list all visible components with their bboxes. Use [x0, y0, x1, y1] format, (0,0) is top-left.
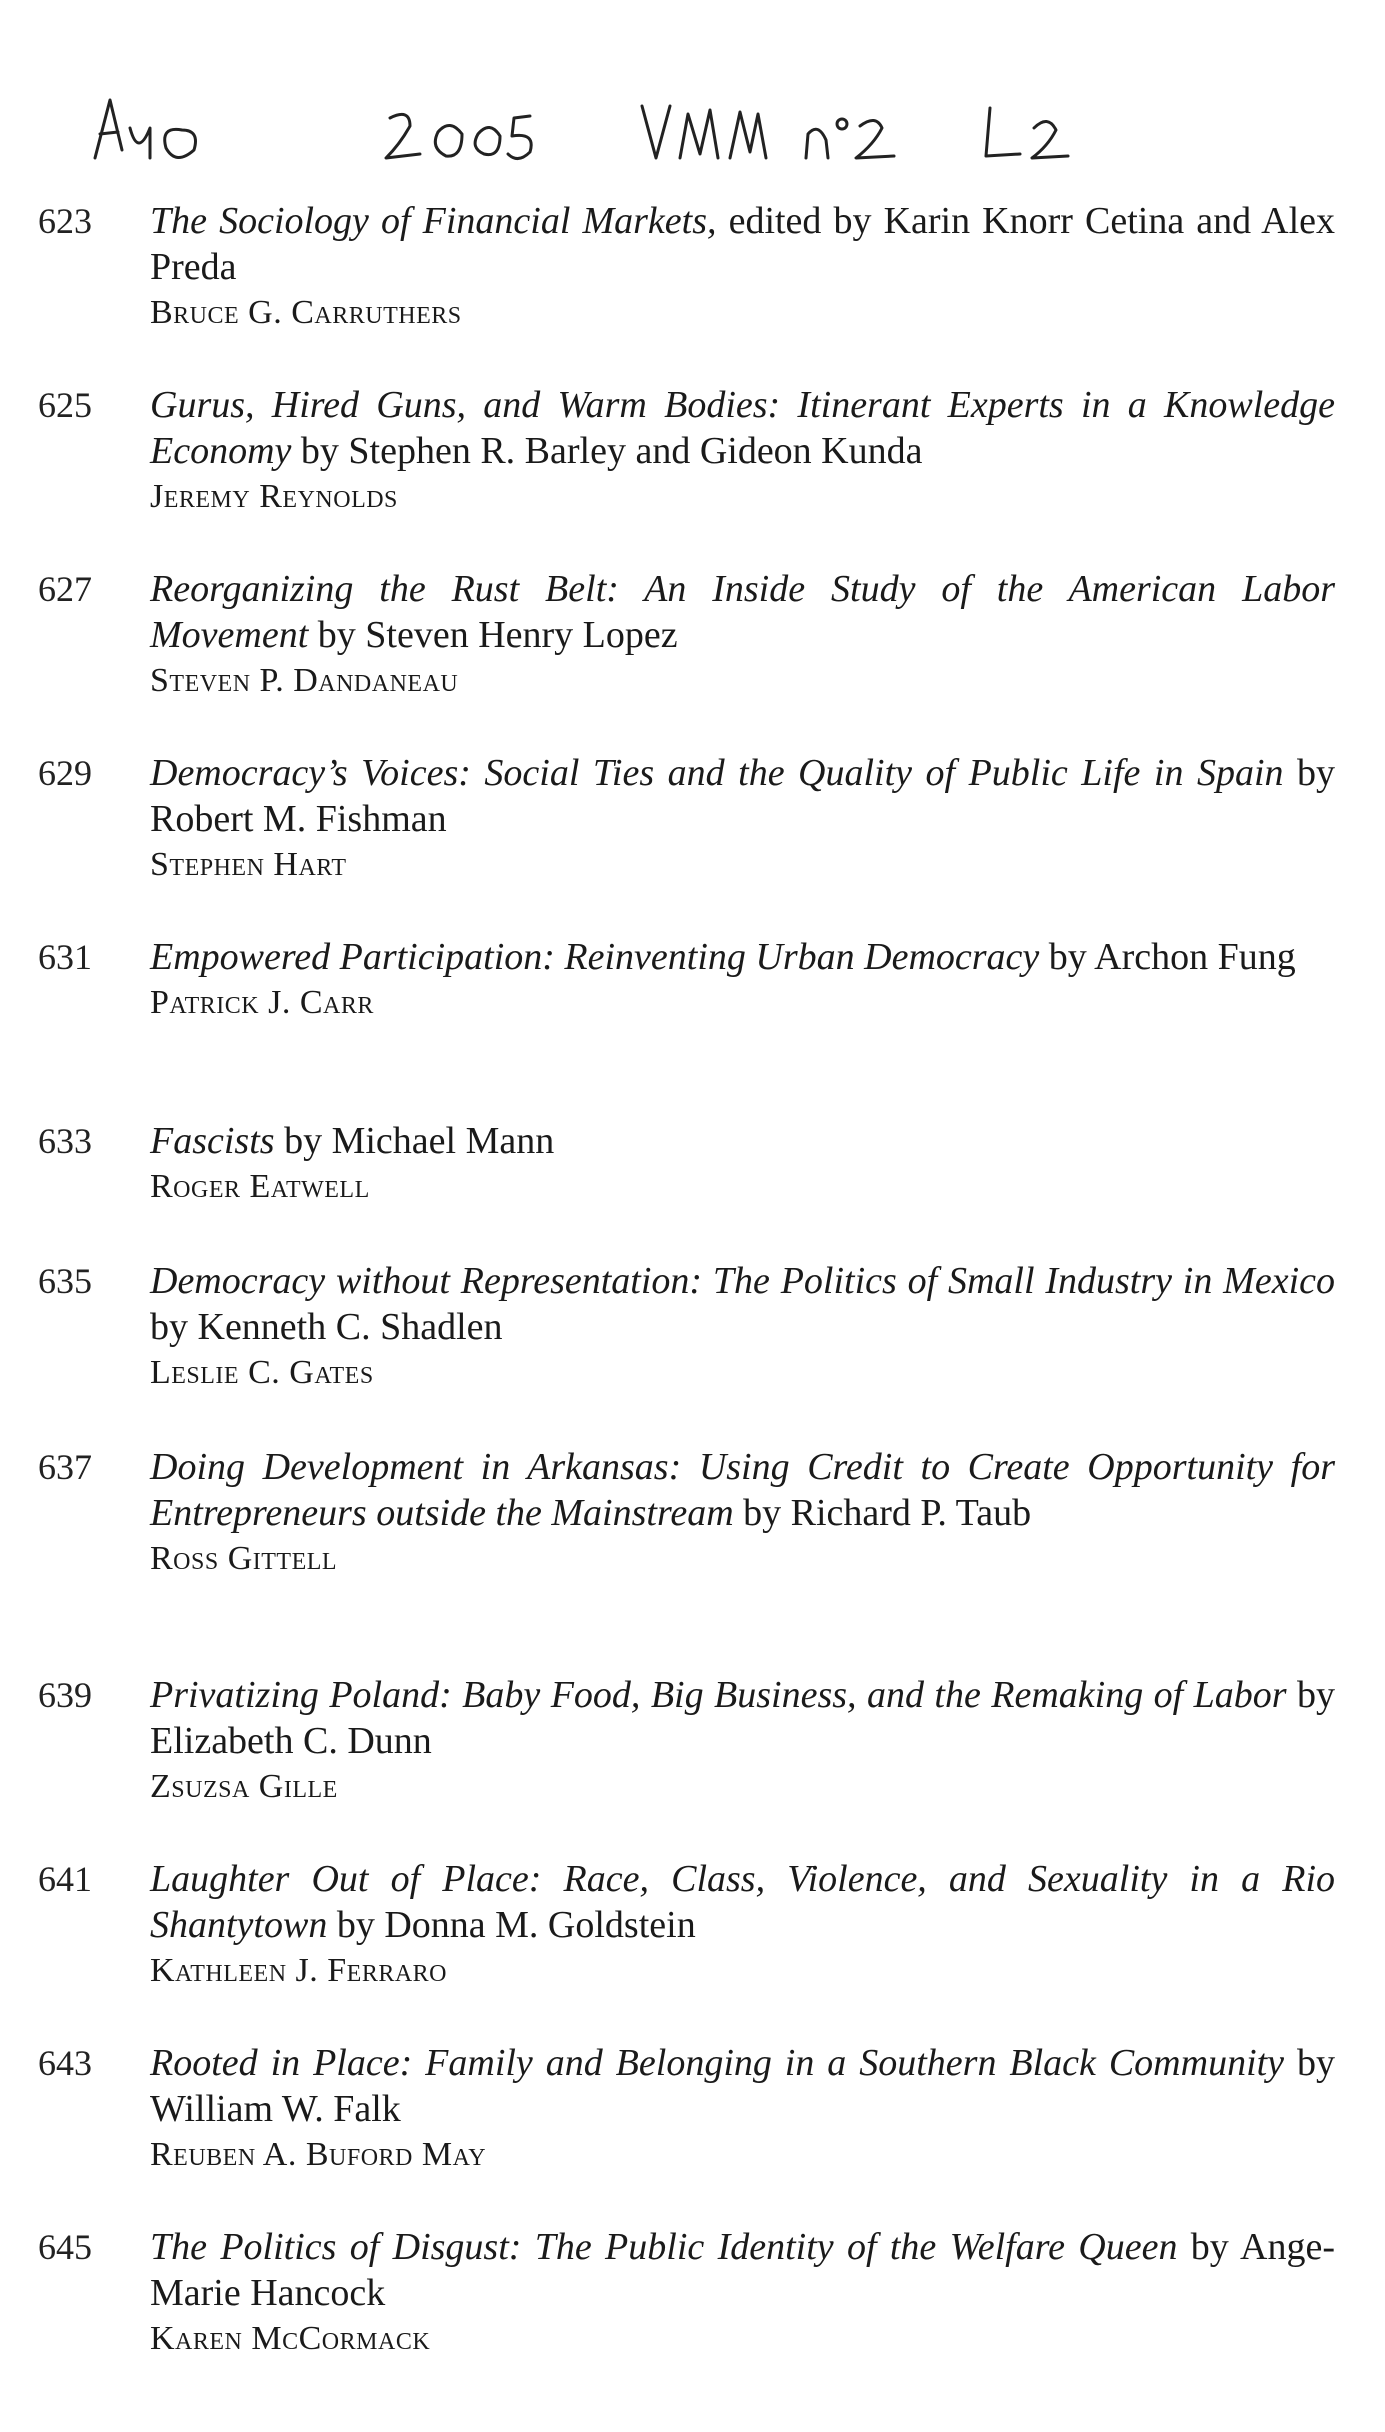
entry-body — [150, 566, 1335, 704]
book-byline: by Robert M. Fishman — [150, 752, 1336, 840]
reviewer-name: Patrick J. Carr — [150, 984, 374, 1021]
reviewer-name: Roger Eatwell — [150, 1168, 370, 1205]
book-title: Democracy’s Voices: Social Ties and the Quality of Public Life in Spain — [150, 752, 1284, 794]
entry-page-number: 623 — [38, 201, 92, 241]
book-title: The Sociology of Financial Markets, — [150, 200, 717, 242]
book-title: Reorganizing the Rust Belt: An Inside Study of the American Labor Movement — [150, 568, 1335, 656]
book-title: Empowered Participation: Reinventing Urban Democracy — [150, 936, 1040, 978]
book-title: Democracy without Representation: The Politics of Small Industry in Mexico — [150, 1260, 1335, 1302]
entry-body — [150, 2224, 1335, 2362]
book-byline: by Ange-Marie Hancock — [150, 2226, 1335, 2314]
entry-body — [150, 1258, 1335, 1396]
entry-page-number: 639 — [38, 1675, 92, 1715]
book-title: Gurus, Hired Guns, and Warm Bodies: Itinerant Experts in a Knowledge Economy — [150, 384, 1335, 472]
book-byline: by Donna M. Goldstein — [327, 1904, 696, 1946]
entry-body — [150, 1856, 1335, 1994]
entry-page-number: 633 — [38, 1121, 92, 1161]
book-byline: by Elizabeth C. Dunn — [150, 1674, 1335, 1762]
reviewer-name: Bruce G. Carruthers — [150, 294, 462, 331]
book-title: Laughter Out of Place: Race, Class, Violence, and Sexuality in a Rio Shantytown — [150, 1858, 1335, 1946]
entry-page-number: 645 — [38, 2227, 92, 2267]
reviewer-name: Karen McCormack — [150, 2320, 431, 2357]
entry-body — [150, 1118, 1335, 1210]
book-title: Rooted in Place: Family and Belonging in a Southern Black Community — [150, 2042, 1285, 2084]
book-title: The Politics of Disgust: The Public Identity of the Welfare Queen — [150, 2226, 1178, 2268]
entry-body — [150, 198, 1335, 336]
entry-page-number: 641 — [38, 1859, 92, 1899]
book-byline: by Michael Mann — [274, 1120, 555, 1162]
reviewer-name: Ross Gittell — [150, 1540, 338, 1577]
entry-body — [150, 750, 1335, 888]
entry-body — [150, 1444, 1335, 1582]
entry-page-number: 627 — [38, 569, 92, 609]
handwritten-annotation — [90, 88, 1210, 168]
entry-body — [150, 382, 1335, 520]
reviewer-name: Leslie C. Gates — [150, 1354, 374, 1391]
entry-body — [150, 2040, 1335, 2178]
entry-body — [150, 1672, 1335, 1810]
reviewer-name: Reuben A. Buford May — [150, 2136, 487, 2173]
reviewer-name: Steven P. Dandaneau — [150, 662, 459, 699]
reviewer-name: Jeremy Reynolds — [150, 478, 398, 515]
book-title: Privatizing Poland: Baby Food, Big Business, and the Remaking of Labor — [150, 1674, 1287, 1716]
entry-body — [150, 934, 1335, 1026]
reviewer-name: Stephen Hart — [150, 846, 347, 883]
book-byline: by Steven Henry Lopez — [308, 614, 678, 656]
reviewer-name: Kathleen J. Ferraro — [150, 1952, 448, 1989]
book-title: Fascists — [150, 1120, 275, 1162]
book-byline: by Richard P. Taub — [733, 1492, 1032, 1534]
handwriting-scribble-icon — [90, 88, 1210, 168]
entry-page-number: 637 — [38, 1447, 92, 1487]
book-byline: by Stephen R. Barley and Gideon Kunda — [291, 430, 923, 472]
entry-page-number: 629 — [38, 753, 92, 793]
entry-page-number: 625 — [38, 385, 92, 425]
entry-page-number: 635 — [38, 1261, 92, 1301]
entry-page-number: 643 — [38, 2043, 92, 2083]
book-byline: by William W. Falk — [150, 2042, 1336, 2130]
book-title: Doing Development in Arkansas: Using Credit to Create Opportunity for Entrepreneurs outside the Mainstream — [150, 1446, 1335, 1534]
book-byline: edited by Karin Knorr Cetina and Alex Preda — [150, 200, 1335, 288]
book-byline: by Kenneth C. Shadlen — [150, 1306, 503, 1348]
book-byline: by Archon Fung — [1039, 936, 1296, 978]
entry-page-number: 631 — [38, 937, 92, 977]
reviewer-name: Zsuzsa Gille — [150, 1768, 338, 1805]
